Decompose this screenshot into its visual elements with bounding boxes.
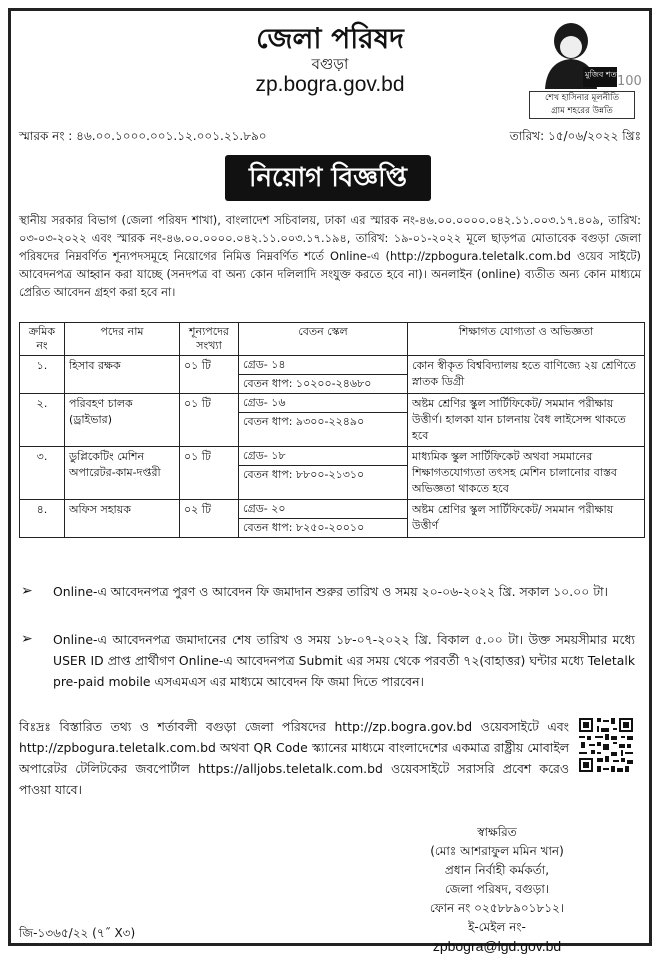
vacancy-table (19, 322, 645, 538)
footer-code: জি-১৩৬৫/২২ (৭˝ X৩) (19, 926, 136, 940)
bullet-item (21, 629, 635, 692)
cell-vacancy: ০১ টি (180, 447, 239, 500)
cell-pay-step: বেতন ধাপ: ৮২৫০-২০০১০ (243, 521, 365, 534)
org-website: zp.bogra.gov.bd (255, 73, 405, 96)
table-row (20, 447, 645, 500)
cell-pay-step: বেতন ধাপ: ৮৮০০-২১৩১০ (243, 468, 365, 481)
cell-post: অফিস সহায়ক (65, 500, 180, 538)
cell-pay-scale (239, 356, 408, 394)
signatory-office: জেলা পরিষদ, বগুড়া। (444, 882, 550, 896)
col-post: পদের নাম (65, 323, 180, 356)
table-row (20, 394, 645, 447)
notice-page (8, 8, 652, 954)
intro-paragraph: স্থানীয় সরকার বিভাগ (জেলা পরিষদ শাখা), বাংলাদেশ সচিবালয়, ঢাকা এর স্মারক নং-৪৬.০০.০০০০.০৪২.১১.০০৩.১৭.৪০৯, তারিখ: ০৩-০৩-২০২২ এবং স্মারক নং-৪৬.০০.০০০০.০৪২.১১.০০৩.১৭.১৯৪, তারিখ: ১৯-০১-২০২২ মূলে ছাড়পত্র মোতাবেক বগুড়া জেলা পরিষদের নিম্নবর্ণিত শূন্যপদসমূহে নিয়োগের নিমিত্ত নিম্নবর্ণিত শর্তে Online-এ (http://zpbogura.teletalk.com.bd ওয়েব সাইটে) আবেদনপত্র আহ্বান করা যাচ্ছে (সনদপত্র বা অন্য কোন দলিলাদি সংযুক্ত করতে হবে না)। অনলাইন (online) ব্যতীত অন্য কোন মাধ্যমে প্রেরিত আবেদন গ্রহণ করা হবে না। (19, 213, 641, 299)
col-serial: ক্রমিক নং (20, 323, 65, 356)
cell-grade: গ্রেড- ১৪ (239, 356, 407, 375)
slogan-line-1: শেখ হাসিনার মূলনীতি (544, 93, 620, 103)
table-row (20, 500, 645, 538)
org-city: বগুড়া (311, 55, 349, 73)
cell-post: পরিবহণ চালক (ড্রাইভার) (65, 394, 180, 447)
cell-pay-step: বেতন ধাপ: ৯৩০০-২২৪৯০ (243, 415, 365, 428)
cell-qualification: অষ্টম শ্রেণির স্কুল সার্টিফিকেট/ সমমান পরীক্ষায় উত্তীর্ণ (408, 500, 645, 538)
cell-grade: গ্রেড- ২০ (239, 500, 407, 519)
cell-vacancy: ০১ টি (180, 394, 239, 447)
bullet-item (21, 581, 635, 602)
signatory-name: (মোঃ আশরাফুল মমিন খান) (430, 844, 564, 858)
cell-qualification: অষ্টম শ্রেণির স্কুল সার্টিফিকেট/ সমমান পরীক্ষায় উত্তীর্ণ। হালকা যান চালনায় বৈধ লাইসেন্স থাকতে হবে (408, 394, 645, 447)
signatory-phone: ফোন নং ০২৫৮৮৯০১৮১২। (429, 901, 565, 915)
cell-pay-scale (239, 500, 408, 538)
header (11, 11, 649, 123)
cell-pay-step: বেতন ধাপ: ১০২০০-২৪৬৮০ (243, 377, 372, 390)
slogan-line-2: গ্রাম শহরের উন্নতি (551, 106, 613, 116)
cell-pay-scale (239, 447, 408, 500)
mujib-centenary-logo (531, 17, 642, 89)
cell-serial: ২. (20, 394, 65, 447)
cell-qualification: কোন স্বীকৃত বিশ্ববিদ্যালয় হতে বাণিজ্যে ২য় শ্রেণিতে স্নাতক ডিগ্রী (408, 356, 645, 394)
signatory-title: প্রধান নির্বাহী কর্মকর্তা, (444, 863, 550, 877)
email-label: ই-মেইল নং- (468, 920, 526, 934)
signature-block (367, 823, 627, 956)
note-paragraph: বিঃদ্রঃ বিস্তারিত তথ্য ও শর্তাবলী বগুড়া জেলা পরিষদের http://zp.bogra.gov.bd ওয়েবসাইটে এবং http://zpbogura.teletalk.com.bd অথবা QR Code স্ক্যানের মাধ্যমে বাংলাদেশের একমাত্র রাষ্ট্রীয় মোবাইল অপারেটর টেলিটকের জবপোর্টাল https://alljobs.teletalk.com.bd ওয়েবসাইটে সরাসরি প্রবেশ করেও পাওয়া যাবে। (19, 719, 569, 797)
cell-qualification: মাধ্যমিক স্কুল সার্টিফিকেট অথবা সমমানের শিক্ষাগতযোগ্যতা তৎসহ মেশিন চালানোর বাস্তব অভিজ্ঞতা থাকতে হবে (408, 447, 645, 500)
col-pay-scale: বেতন স্কেল (239, 323, 408, 356)
cell-post: হিসাব রক্ষক (65, 356, 180, 394)
col-vacancy: শূন্যপদের সংখ্যা (180, 323, 239, 356)
cell-grade: গ্রেড- ১৮ (239, 447, 407, 466)
cell-serial: ৩. (20, 447, 65, 500)
bullet-text: Online-এ আবেদনপত্র পুরণ ও আবেদন ফি জমাদান শুরুর তারিখ ও সময় ২০-০৬-২০২২ খ্রি. সকাল ১০.০০ টা। (53, 584, 608, 599)
cell-vacancy: ০১ টি (180, 356, 239, 394)
table-header-row (20, 323, 645, 356)
bullet-text: Online-এ আবেদনপত্র জমাদানের শেষ তারিখ ও সময় ১৮-০৭-২০২২ খ্রি. বিকাল ৫.০০ টা। উক্ত সময়সীমার মধ্যে USER ID প্রাপ্ত প্রার্থীগণ Online-এ আবেদনপত্র Submit এর সময় থেকে পরবর্তী ৭২(বাহাত্তর) ঘন্টার মধ্যে Teletalk pre-paid mobile এসএমএস এর মাধ্যমে আবেদন ফি জমা দিতে পারবেন। (53, 632, 635, 689)
memo-date-row (19, 128, 641, 148)
cell-grade: গ্রেড- ১৬ (239, 394, 407, 413)
cell-serial: ৪. (20, 500, 65, 538)
arrow-bullet-icon: ➢ (21, 631, 33, 647)
slogan-box (529, 91, 635, 119)
col-qualification: শিক্ষাগত যোগ্যতা ও অভিজ্ঞতা (408, 323, 645, 356)
org-title: জেলা পরিষদ (256, 22, 404, 55)
cell-serial: ১. (20, 356, 65, 394)
logo-number-text: 100 (617, 74, 642, 89)
issue-date: তারিখ: ১৫/০৬/২০২২ খ্রিঃ (509, 129, 641, 143)
signatory-email: zpbogra@lgd.gov.bd (432, 938, 562, 954)
qr-code-icon (577, 716, 635, 774)
signed-label: স্বাক্ষরিত (477, 825, 517, 839)
arrow-bullet-icon: ➢ (21, 583, 33, 599)
cell-vacancy: ০২ টি (180, 500, 239, 538)
notice-title: নিয়োগ বিজ্ঞপ্তি (225, 155, 431, 201)
logo-caption-text: মুজিব শতবর্ষ (585, 70, 626, 79)
memo-number: স্মারক নং : ৪৬.০০.১০০০.০০১.১২.০০১.২১.৮৯০ (19, 129, 267, 143)
table-row (20, 356, 645, 394)
cell-pay-scale (239, 394, 408, 447)
cell-post: ডুপ্লিকেটিং মেশিন অপারেটর-কাম-দপ্তরী (65, 447, 180, 500)
